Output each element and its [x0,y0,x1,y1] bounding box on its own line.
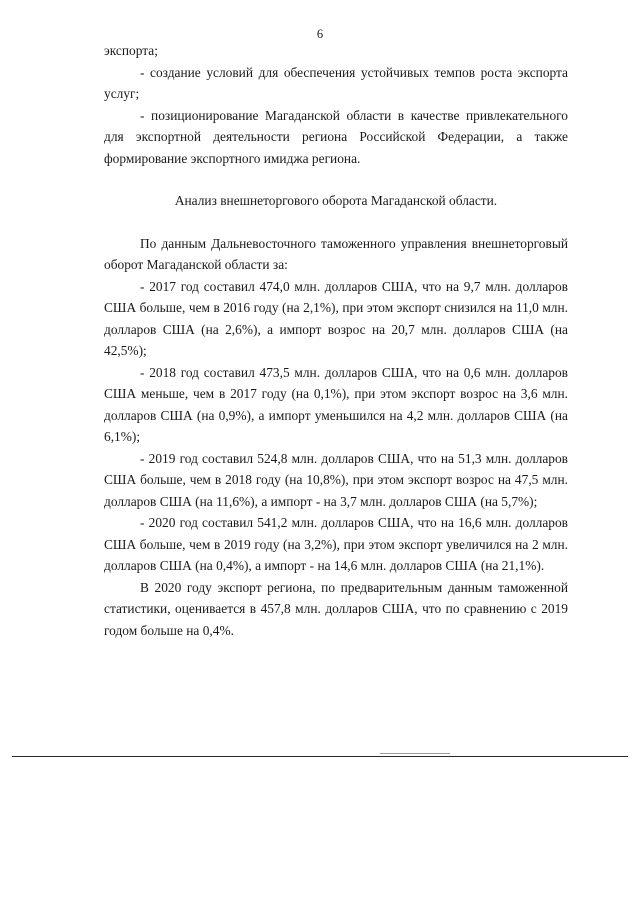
section-heading: Анализ внешнеторгового оборота Магаданской области. [174,193,498,208]
page-number: 6 [316,27,324,41]
divider-shadow [380,753,450,754]
paragraph-intro: По данным Дальневосточного таможенного управления внешнеторговый оборот Магаданской области за: [104,235,568,272]
paragraph-2019: - 2019 год составил 524,8 млн. долларов США, что на 51,3 млн. долларов США больше, чем в 2018 году (на 10,8%), при этом экспорт возрос на 47,5 млн. долларов США (на 11,6%), а импорт - на 3,7 млн. долларов США (на 5,7%); [104,450,568,509]
paragraph-positioning: - позиционирование Магаданской области в качестве привлекательного для экспортной деятельности региона Российской Федерации, а также формирование экспортного имиджа региона. [104,107,568,166]
footer-divider [12,756,628,757]
paragraph-export-end: экспорта; [104,43,158,58]
paragraph-2018: - 2018 год составил 473,5 млн. долларов США, что на 0,6 млн. долларов США меньше, чем в 2017 году (на 0,1%), при этом экспорт возрос на 3,6 млн. долларов США (на 0,9%), а импорт уменьшился на 4,2 млн. долларов США (на 6,1%); [104,364,568,444]
paragraph-export-estimate: В 2020 году экспорт региона, по предварительным данным таможенной статистики, оценивается в 457,8 млн. долларов США, что по сравнению с 2019 годом больше на 0,4%. [104,579,568,638]
paragraph-2020: - 2020 год составил 541,2 млн. долларов США, что на 16,6 млн. долларов США больше, чем в 2019 году (на 3,2%), при этом экспорт увеличился на 2 млн. долларов США (на 0,4%), а импорт - на 14,6 млн. долларов США (на 21,1%). [104,515,568,573]
document-body [104,40,568,641]
paragraph-2017: - 2017 год составил 474,0 млн. долларов США, что на 9,7 млн. долларов США больше, чем в 2016 году (на 2,1%), при этом экспорт снизился на 11,0 млн. долларов США (на 2,6%), а импорт возрос на 20,7 млн. долларов США (на 42,5%); [104,278,568,358]
paragraph-services-export: - создание условий для обеспечения устойчивых темпов роста экспорта услуг; [104,64,568,101]
